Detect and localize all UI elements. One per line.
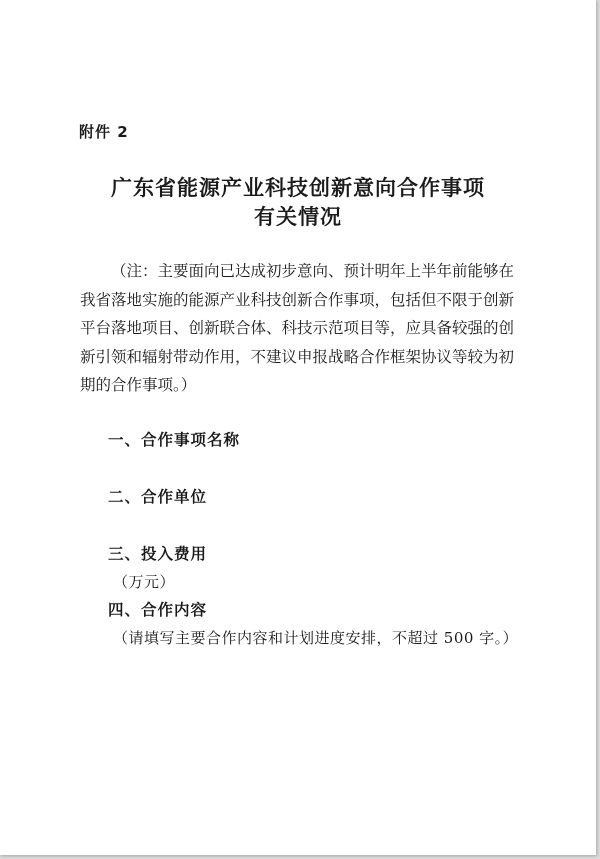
document-title-line-1: 广东省能源产业科技创新意向合作事项	[111, 176, 485, 200]
document-title-line-2: 有关情况	[254, 205, 342, 229]
section-1-heading: 一、合作事项名称	[108, 431, 241, 449]
section-2-heading: 二、合作单位	[108, 488, 208, 506]
note-line-4: 新引领和辐射带动作用，不建议申报战略合作框架协议等较为初	[80, 347, 515, 366]
section-4-hint: （请填写主要合作内容和计划进度安排，不超过 500 字。）	[113, 629, 519, 647]
note-line-3: 平台落地项目、创新联合体、科技示范项目等，应具备较强的创	[80, 319, 515, 337]
attachment-label: 附件 2	[79, 123, 129, 141]
note-line-1: （注：主要面向已达成初步意向、预计明年上半年前能够在	[111, 262, 515, 280]
instruction-note	[80, 257, 526, 400]
section-3-heading: 三、投入费用	[108, 545, 208, 563]
section-3-hint: （万元）	[113, 573, 176, 591]
note-line-2: 我省落地实施的能源产业科技创新合作事项，包括但不限于创新	[80, 290, 515, 309]
note-line-5: 期的合作事项。）	[80, 376, 197, 394]
section-4-heading: 四、合作内容	[108, 601, 208, 619]
